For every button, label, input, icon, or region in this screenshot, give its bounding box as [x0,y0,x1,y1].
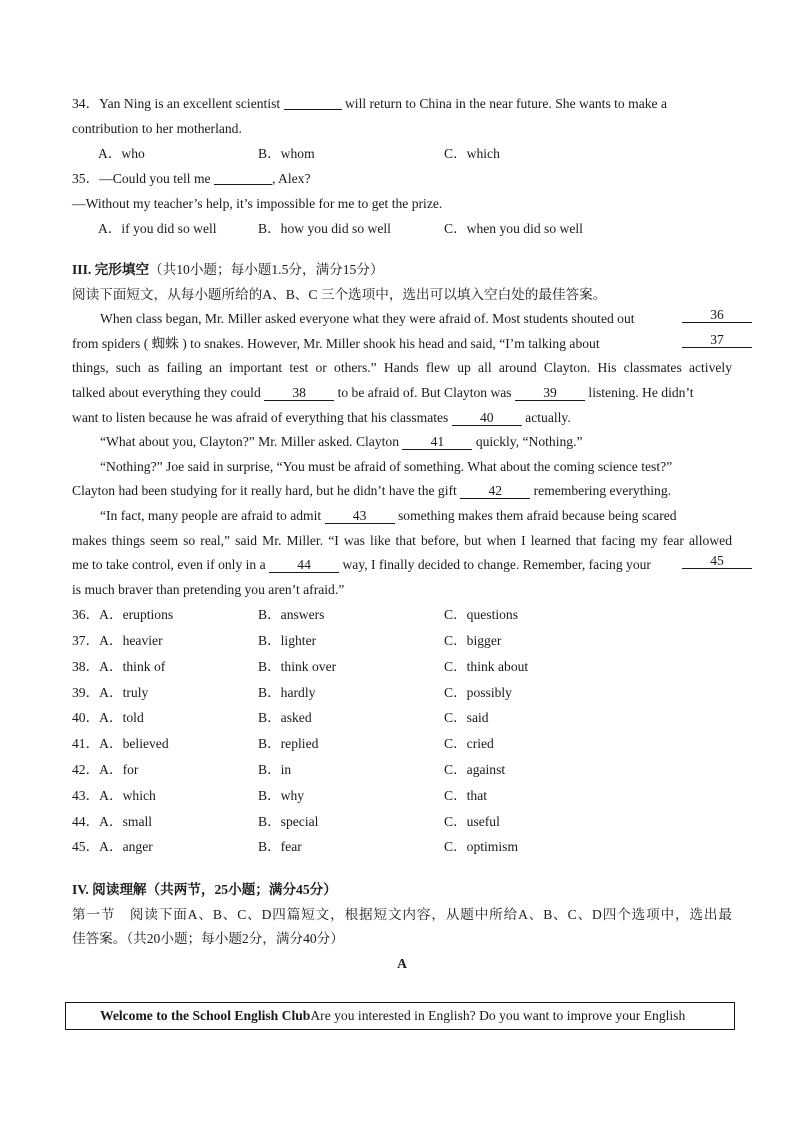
passage-line-8: Clayton had been studying for it really hard, but he didn’t have the gift 42 remembering everything. [72,483,672,499]
q35-line2: —Without my teacher’s help, it’s impossible for me to get the prize. [72,195,443,211]
cloze-option-row: 39．A．truly B．hardly C．possibly [72,684,512,700]
passage-line-3: things, such as failing an important test or others.” Hands flew up all around Clayton. His classmates actively [72,360,732,376]
cloze-option-row: 41．A．believed B．replied C．cried [72,736,494,752]
passage-line-9: “In fact, many people are afraid to admit 43 something makes them afraid because being scared [100,507,677,523]
q35-option-a: A．if you did so well [98,221,217,237]
section3-heading: III. 完形填空（共10小题；每小题1.5分，满分15分） [72,261,384,277]
q34-options [72,141,732,167]
passage-line-2: from spiders ( 蜘蛛 ) to snakes. However, Mr. Miller shook his head and said, “I’m talking about 37 [72,332,732,357]
q34-option-a: A．who [98,146,145,162]
blank-40: 40 [452,410,522,426]
passage-line-5: want to listen because he was afraid of everything that his classmates 40 actually. [72,409,571,425]
q35-option-c: C．when you did so well [444,221,583,237]
q34-option-c: C．which [444,146,500,162]
cloze-option-row: 43．A．which B．why C．that [72,787,488,803]
blank-36: 36 [682,307,752,323]
blank-45: 45 [682,553,752,569]
cloze-option-row: 36．A．eruptions B．answers C．questions [72,607,519,623]
club-notice-text: Are you interested in English? Do you want to improve your English [310,1008,686,1023]
cloze-option-row: 40．A．told B．asked C．said [72,710,489,726]
q35-line1: 35．—Could you tell me , Alex? [72,170,311,186]
q35-option-b: B．how you did so well [258,221,391,237]
section4-instruction-2: 佳答案。（共20小题；每小题2分，满分40分） [72,931,344,947]
cloze-option-row: 42．A．for B．in C．against [72,762,506,778]
cloze-option-row: 38．A．think of B．think over C．think about [72,658,529,674]
passage-line-10: makes things seem so real,” said Mr. Miller. “I was like that before, but when I learned that facing my fear allowed [72,532,732,548]
cloze-options [72,602,732,860]
passage-line-7: “Nothing?” Joe said in surprise, “You must be afraid of something. What about the coming science test?” [100,458,673,474]
section4-instruction-1: 第一节 阅读下面A、B、C、D四篇短文，根据短文内容，从题中所给A、B、C、D四个选项中，选出最 [72,906,732,922]
club-notice-box [65,1002,735,1030]
blank-37: 37 [682,332,752,348]
q34-blank [284,95,342,110]
passage-line-6: “What about you, Clayton?” Mr. Miller asked. Clayton 41 quickly, “Nothing.” [100,434,583,450]
cloze-option-row: 45．A．anger B．fear C．optimism [72,839,519,855]
q34-line2: contribution to her motherland. [72,120,242,136]
q34-line1: 34．Yan Ning is an excellent scientist will return to China in the near future. She wants to make a [72,96,667,111]
section4-heading: IV. 阅读理解（共两节，25小题；满分45分） [72,882,337,898]
blank-39: 39 [515,385,585,401]
exam-page [72,92,732,977]
blank-41: 41 [402,434,472,450]
section3-instruction: 阅读下面短文，从每小题所给的A、B、C 三个选项中，选出可以填入空白处的最佳答案。 [72,286,607,302]
club-notice-title: Welcome to the School English Club [100,1008,311,1023]
passage-line-1: When class began, Mr. Miller asked everyone what they were afraid of. Most students shouted out 36 [72,307,732,332]
q34-option-b: B．whom [258,146,315,162]
blank-44: 44 [269,557,339,573]
blank-42: 42 [460,483,530,499]
cloze-option-row: 37．A．heavier B．lighter C．bigger [72,633,502,649]
passage-line-12: is much braver than pretending you aren’t afraid.” [72,581,345,597]
part-a-label: A [397,956,407,972]
q35-options [72,216,732,242]
blank-38: 38 [264,385,334,401]
passage-line-11: me to take control, even if only in a 44 way, I finally decided to change. Remember, facing your 45 [72,553,732,578]
cloze-option-row: 44．A．small B．special C．useful [72,813,500,829]
blank-43: 43 [325,508,395,524]
passage-line-4: talked about everything they could 38 to be afraid of. But Clayton was 39 listening. He didn’t [72,384,694,400]
q35-blank [214,170,272,185]
